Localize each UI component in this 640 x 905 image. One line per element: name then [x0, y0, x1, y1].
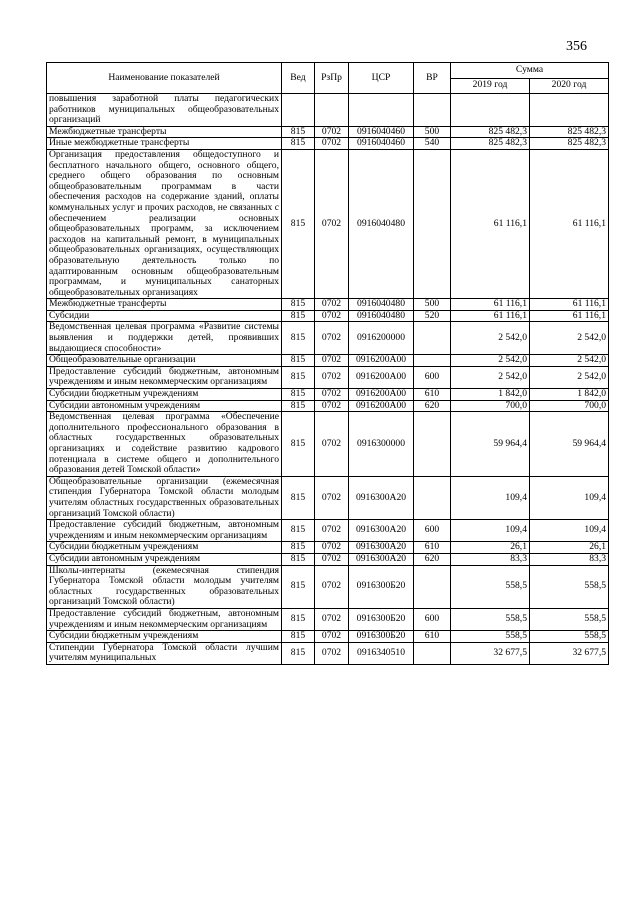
header-ved: Вед — [282, 63, 315, 94]
row-ved: 815 — [282, 389, 315, 401]
row-ved: 815 — [282, 138, 315, 150]
row-csr: 0916200А00 — [349, 389, 414, 401]
row-csr: 0916300Б20 — [349, 608, 414, 630]
row-csr — [349, 94, 414, 127]
row-rzpr: 0702 — [315, 631, 349, 643]
row-rzpr: 0702 — [315, 520, 349, 542]
row-vr — [414, 322, 451, 355]
row-ved: 815 — [282, 520, 315, 542]
row-ved: 815 — [282, 553, 315, 565]
row-name: повышения заработной платы педагогических работников муниципальных общеобразовательных организаций — [47, 94, 282, 127]
row-ved: 815 — [282, 608, 315, 630]
row-sum-2020: 825 482,3 — [530, 126, 609, 138]
row-sum-2019: 109,4 — [451, 520, 530, 542]
row-csr: 0916340510 — [349, 642, 414, 664]
row-vr — [414, 476, 451, 519]
row-sum-2020: 61 116,1 — [530, 299, 609, 311]
table-row — [47, 389, 609, 401]
row-name: Субсидии бюджетным учреждениям — [47, 542, 282, 554]
row-sum-2019: 2 542,0 — [451, 366, 530, 388]
row-sum-2019: 61 116,1 — [451, 149, 530, 298]
row-rzpr: 0702 — [315, 355, 349, 367]
row-name: Иные межбюджетные трансферты — [47, 138, 282, 150]
table-row — [47, 299, 609, 311]
row-vr: 600 — [414, 608, 451, 630]
row-name: Предоставление субсидий бюджетным, автономным учреждениям и иным некоммерческим организациям — [47, 520, 282, 542]
row-sum-2019: 558,5 — [451, 565, 530, 608]
row-name: Общеобразовательные организации (ежемесячная стипендия Губернатора Томской области молодым учителям областных государственных образовательных организаций Томской области) — [47, 476, 282, 519]
row-ved: 815 — [282, 412, 315, 477]
row-vr: 540 — [414, 138, 451, 150]
table-row — [47, 520, 609, 542]
row-rzpr: 0702 — [315, 542, 349, 554]
row-vr: 500 — [414, 126, 451, 138]
row-vr: 600 — [414, 520, 451, 542]
table-row — [47, 631, 609, 643]
row-sum-2020: 558,5 — [530, 565, 609, 608]
table-row — [47, 322, 609, 355]
row-sum-2019: 1 842,0 — [451, 389, 530, 401]
row-ved: 815 — [282, 642, 315, 664]
row-sum-2020: 2 542,0 — [530, 366, 609, 388]
row-sum-2019: 825 482,3 — [451, 138, 530, 150]
row-rzpr: 0702 — [315, 608, 349, 630]
row-sum-2020: 109,4 — [530, 476, 609, 519]
row-csr: 0916200А00 — [349, 400, 414, 412]
row-rzpr: 0702 — [315, 322, 349, 355]
row-csr: 0916300А20 — [349, 553, 414, 565]
header-sum: Сумма — [451, 63, 609, 79]
row-sum-2020: 59 964,4 — [530, 412, 609, 477]
row-name: Межбюджетные трансферты — [47, 126, 282, 138]
table-row — [47, 400, 609, 412]
row-sum-2020: 32 677,5 — [530, 642, 609, 664]
table-row — [47, 94, 609, 127]
header-csr: ЦСР — [349, 63, 414, 94]
row-rzpr: 0702 — [315, 476, 349, 519]
row-name: Субсидии — [47, 310, 282, 322]
row-sum-2020: 2 542,0 — [530, 322, 609, 355]
table-row — [47, 542, 609, 554]
row-ved: 815 — [282, 355, 315, 367]
row-sum-2020: 2 542,0 — [530, 355, 609, 367]
row-sum-2020: 1 842,0 — [530, 389, 609, 401]
table-row — [47, 608, 609, 630]
table-row — [47, 412, 609, 477]
row-vr: 610 — [414, 631, 451, 643]
row-name: Субсидии автономным учреждениям — [47, 553, 282, 565]
header-rzpr: РзПр — [315, 63, 349, 94]
table-row — [47, 476, 609, 519]
row-csr: 0916300А20 — [349, 520, 414, 542]
row-sum-2019: 2 542,0 — [451, 355, 530, 367]
row-sum-2019: 2 542,0 — [451, 322, 530, 355]
row-sum-2019: 61 116,1 — [451, 310, 530, 322]
row-name: Межбюджетные трансферты — [47, 299, 282, 311]
row-rzpr: 0702 — [315, 126, 349, 138]
budget-table — [46, 62, 609, 665]
row-sum-2020: 700,0 — [530, 400, 609, 412]
row-vr: 500 — [414, 299, 451, 311]
row-csr: 0916200А00 — [349, 366, 414, 388]
row-sum-2019: 700,0 — [451, 400, 530, 412]
row-ved: 815 — [282, 542, 315, 554]
row-sum-2020: 558,5 — [530, 631, 609, 643]
row-ved — [282, 94, 315, 127]
header-name: Наименование показателей — [47, 63, 282, 94]
row-vr — [414, 94, 451, 127]
row-rzpr: 0702 — [315, 299, 349, 311]
row-name: Общеобразовательные организации — [47, 355, 282, 367]
row-vr: 610 — [414, 389, 451, 401]
table-header — [47, 63, 609, 94]
row-name: Предоставление субсидий бюджетным, автономным учреждениям и иным некоммерческим организациям — [47, 608, 282, 630]
row-sum-2020: 26,1 — [530, 542, 609, 554]
row-sum-2020: 109,4 — [530, 520, 609, 542]
row-vr — [414, 642, 451, 664]
row-rzpr: 0702 — [315, 310, 349, 322]
row-csr: 0916040460 — [349, 138, 414, 150]
row-name: Предоставление субсидий бюджетным, автономным учреждениям и иным некоммерческим организациям — [47, 366, 282, 388]
row-vr: 600 — [414, 366, 451, 388]
row-sum-2019: 558,5 — [451, 608, 530, 630]
table-row — [47, 366, 609, 388]
row-vr: 520 — [414, 310, 451, 322]
table-row — [47, 553, 609, 565]
row-sum-2020: 61 116,1 — [530, 310, 609, 322]
row-name: Ведомственная целевая программа «Развитие системы выявления и поддержки детей, проявивших выдающиеся способности» — [47, 322, 282, 355]
table-row — [47, 126, 609, 138]
row-sum-2020: 558,5 — [530, 608, 609, 630]
row-name: Субсидии автономным учреждениям — [47, 400, 282, 412]
row-csr: 0916200А00 — [349, 355, 414, 367]
table-row — [47, 642, 609, 664]
page-number: 356 — [566, 39, 587, 54]
row-rzpr: 0702 — [315, 565, 349, 608]
row-sum-2020: 61 116,1 — [530, 149, 609, 298]
table-row — [47, 149, 609, 298]
row-name: Субсидии бюджетным учреждениям — [47, 389, 282, 401]
row-vr — [414, 355, 451, 367]
row-rzpr: 0702 — [315, 366, 349, 388]
row-vr: 620 — [414, 400, 451, 412]
row-csr: 0916200000 — [349, 322, 414, 355]
row-ved: 815 — [282, 126, 315, 138]
table-row — [47, 355, 609, 367]
row-sum-2019: 558,5 — [451, 631, 530, 643]
row-rzpr: 0702 — [315, 642, 349, 664]
row-name: Стипендии Губернатора Томской области лучшим учителям муниципальных — [47, 642, 282, 664]
row-sum-2020 — [530, 94, 609, 127]
row-rzpr — [315, 94, 349, 127]
row-ved: 815 — [282, 476, 315, 519]
row-sum-2020: 825 482,3 — [530, 138, 609, 150]
row-rzpr: 0702 — [315, 400, 349, 412]
row-rzpr: 0702 — [315, 553, 349, 565]
row-sum-2019: 825 482,3 — [451, 126, 530, 138]
row-csr: 0916040460 — [349, 126, 414, 138]
row-vr: 620 — [414, 553, 451, 565]
row-sum-2019: 59 964,4 — [451, 412, 530, 477]
row-ved: 815 — [282, 565, 315, 608]
row-ved: 815 — [282, 366, 315, 388]
row-ved: 815 — [282, 322, 315, 355]
table-row — [47, 138, 609, 150]
row-csr: 0916300А20 — [349, 542, 414, 554]
row-ved: 815 — [282, 631, 315, 643]
row-csr: 0916040480 — [349, 299, 414, 311]
table-body — [47, 94, 609, 665]
header-year-2019: 2019 год — [451, 78, 530, 94]
row-sum-2019: 83,3 — [451, 553, 530, 565]
row-rzpr: 0702 — [315, 149, 349, 298]
row-sum-2019: 32 677,5 — [451, 642, 530, 664]
row-csr: 0916040480 — [349, 310, 414, 322]
table-row — [47, 565, 609, 608]
row-ved: 815 — [282, 149, 315, 298]
row-csr: 0916300А20 — [349, 476, 414, 519]
header-vr: ВР — [414, 63, 451, 94]
row-sum-2019: 26,1 — [451, 542, 530, 554]
row-name: Школы-интернаты (ежемесячная стипендия Губернатора Томской области молодым учителям областных государственных образовательных организаций Томской области) — [47, 565, 282, 608]
row-rzpr: 0702 — [315, 389, 349, 401]
row-vr: 610 — [414, 542, 451, 554]
row-ved: 815 — [282, 310, 315, 322]
table-row — [47, 310, 609, 322]
row-sum-2020: 83,3 — [530, 553, 609, 565]
row-name: Ведомственная целевая программа «Обеспечение дополнительного профессионального образования в областных государственных образовательных организациях и содействие развитию кадрового потенциала в системе общего и дополнительного образования детей Томской области» — [47, 412, 282, 477]
row-csr: 0916300000 — [349, 412, 414, 477]
row-sum-2019: 109,4 — [451, 476, 530, 519]
row-vr — [414, 565, 451, 608]
row-vr — [414, 149, 451, 298]
row-csr: 0916300Б20 — [349, 631, 414, 643]
row-ved: 815 — [282, 299, 315, 311]
row-sum-2019 — [451, 94, 530, 127]
row-csr: 0916040480 — [349, 149, 414, 298]
row-name: Организация предоставления общедоступного и бесплатного начального общего, основного общего, среднего общего образования по основным общеобразовательным программам в части обеспечения расходов на содержание зданий, оплаты коммунальных услуг и прочих расходов, не связанных с обеспечением реализации основных общеобразовательных программ, за исключением расходов на капитальный ремонт, в муниципальных общеобразовательных организациях, осуществляющих образовательную деятельность только по адаптированным основным общеобразовательным программам, и муниципальных санаторных общеобразовательных организациях — [47, 149, 282, 298]
row-name: Субсидии бюджетным учреждениям — [47, 631, 282, 643]
row-csr: 0916300Б20 — [349, 565, 414, 608]
row-ved: 815 — [282, 400, 315, 412]
row-rzpr: 0702 — [315, 412, 349, 477]
row-sum-2019: 61 116,1 — [451, 299, 530, 311]
header-year-2020: 2020 год — [530, 78, 609, 94]
row-rzpr: 0702 — [315, 138, 349, 150]
row-vr — [414, 412, 451, 477]
